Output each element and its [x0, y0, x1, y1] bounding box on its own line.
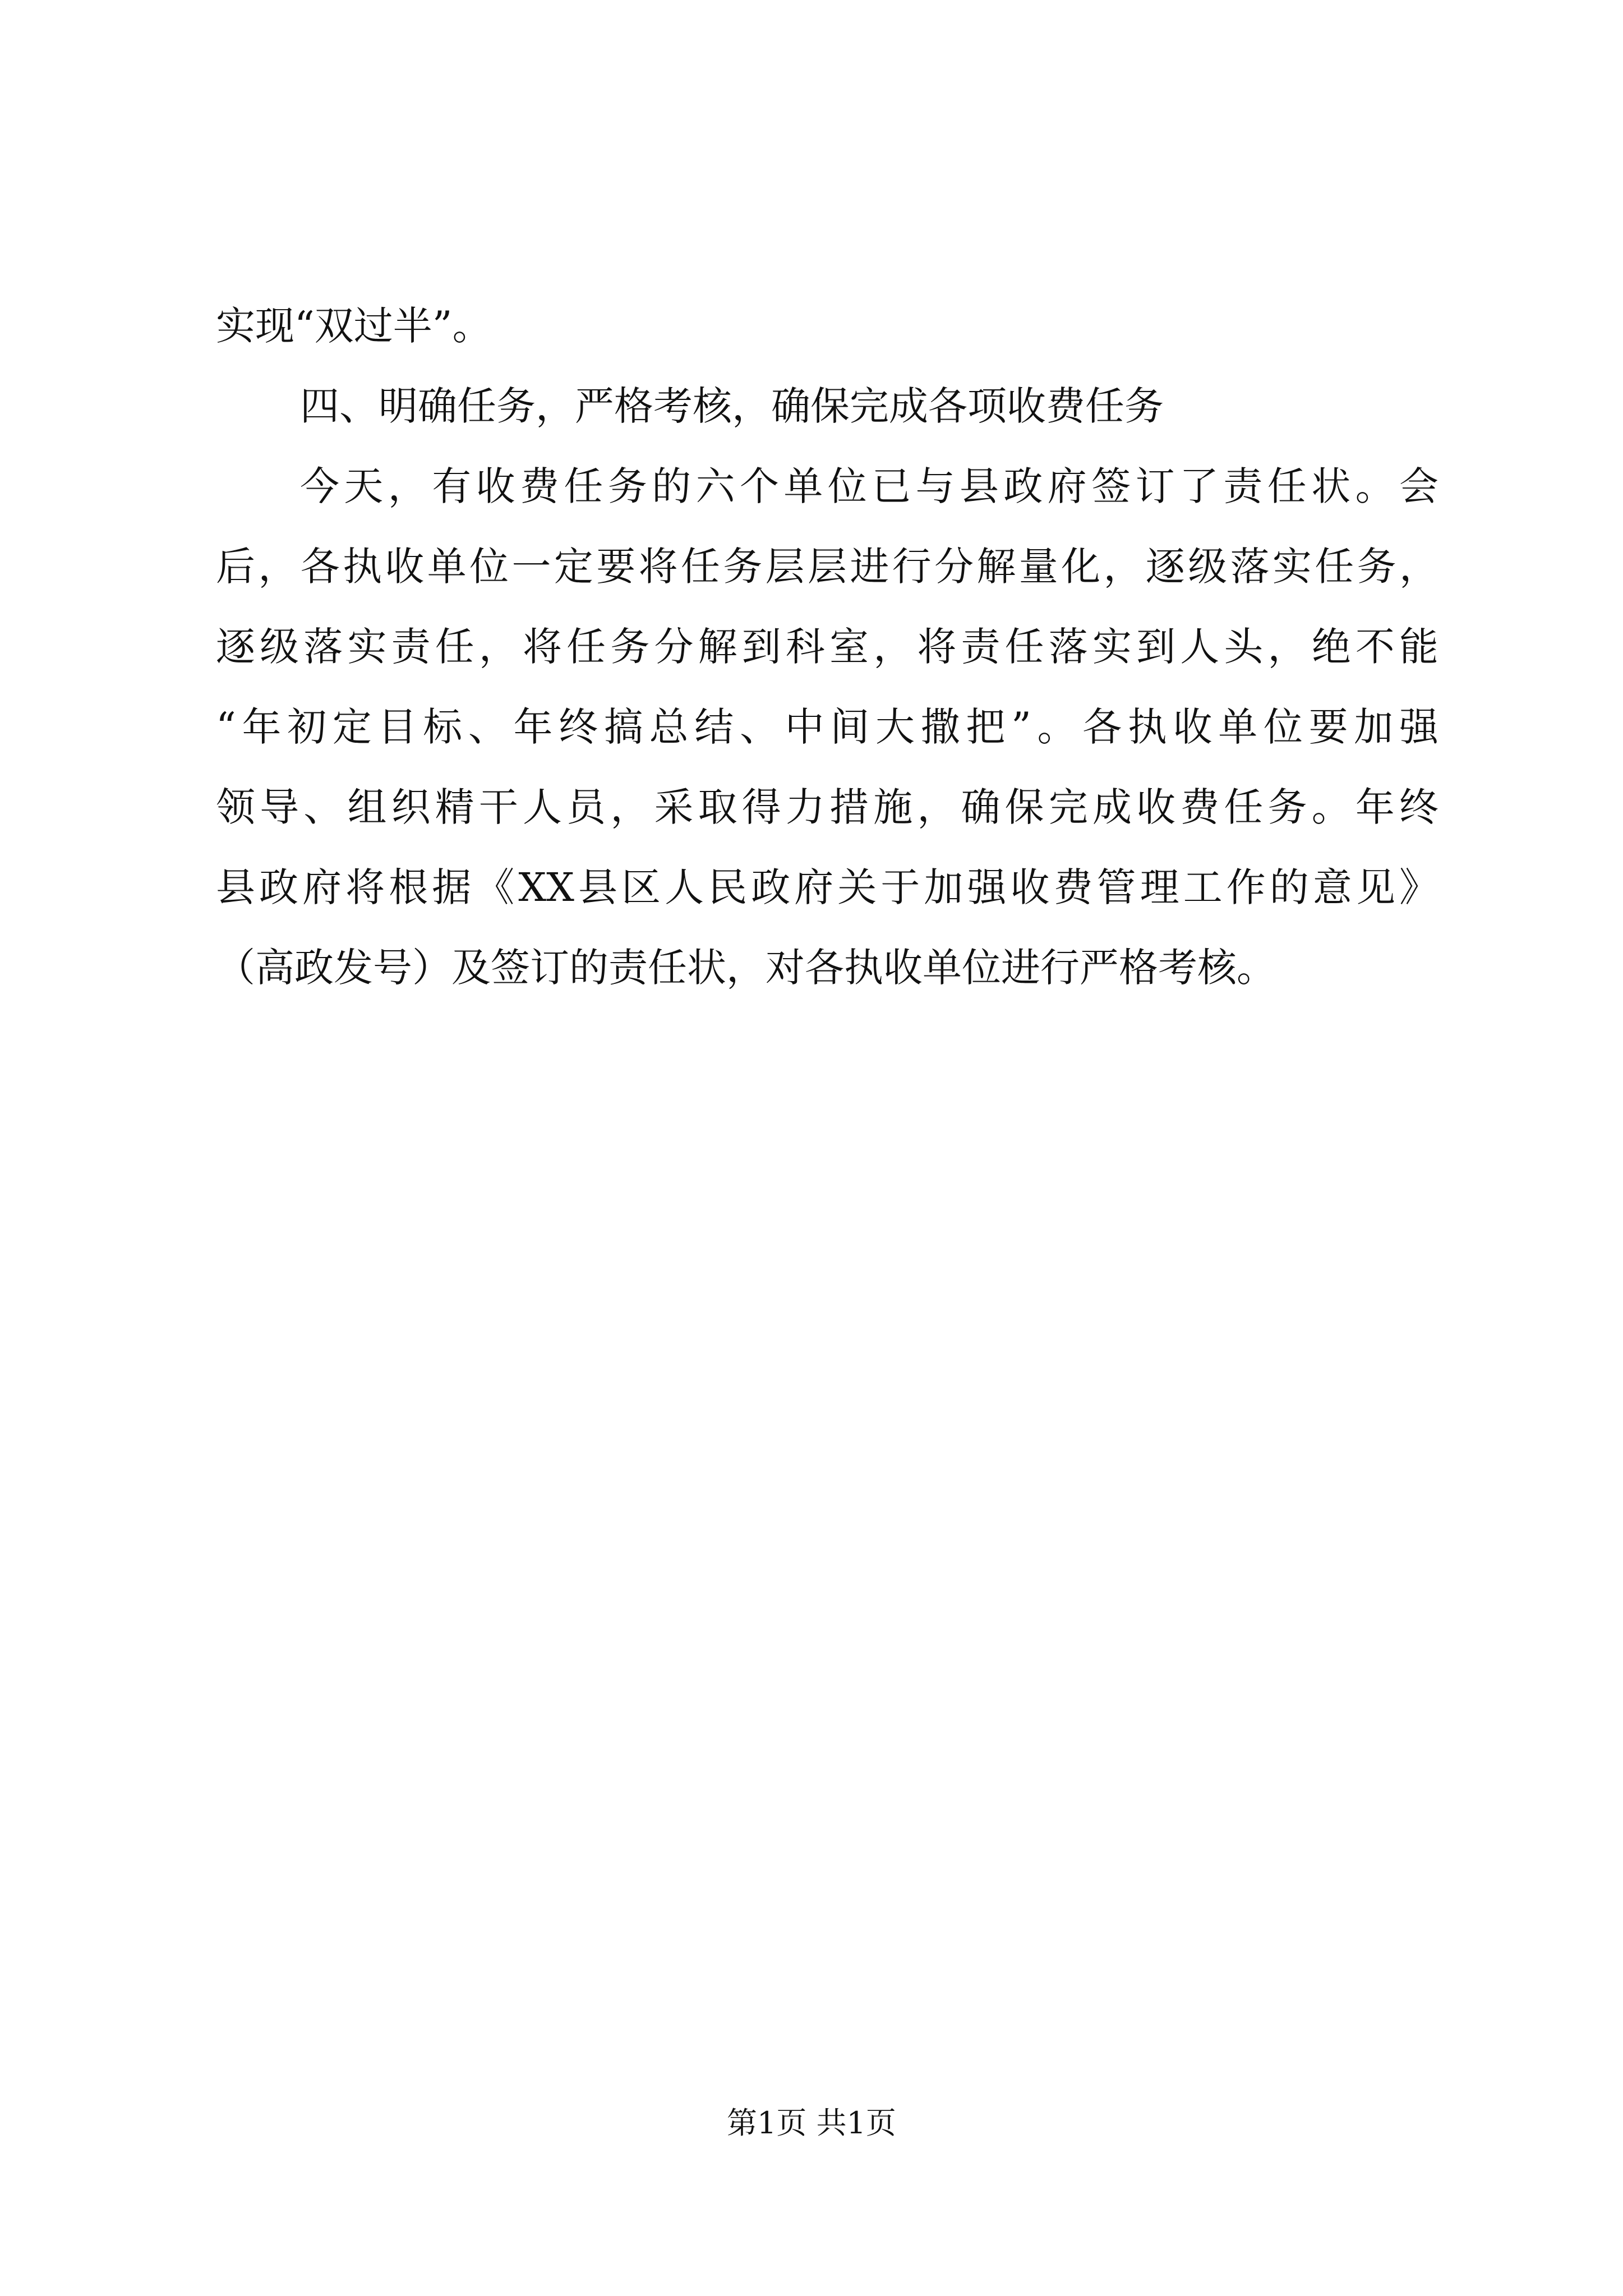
paragraph-line-3: 今天，有收费任务的六个单位已与县政府签订了责任状。会 [300, 463, 1438, 509]
paragraph-line-6: “年初定目标、年终搞总结、中间大撒把”。各执收单位要加强 [216, 704, 1438, 750]
paragraph-line-4: 后，各执收单位一定要将任务层层进行分解量化，逐级落实任务， [216, 544, 1438, 590]
paragraph-line-9: （高政发号）及签订的责任状，对各执收单位进行严格考核。 [216, 945, 1276, 991]
document-body [216, 286, 1438, 1008]
paragraph-line-8: 县政府将根据《XX县区人民政府关于加强收费管理工作的意见》 [216, 864, 1438, 910]
page-footer: 第1页 共1页 [727, 2105, 896, 2141]
paragraph-line-1: 实现“双过半”。 [216, 303, 492, 349]
paragraph-line-5: 逐级落实责任，将任务分解到科室，将责任落实到人头，绝不能 [216, 624, 1438, 670]
section-heading: 四、明确任务，严格考核，确保完成各项收费任务 [300, 383, 1164, 429]
paragraph-line-7: 领导、组织精干人员，采取得力措施，确保完成收费任务。年终 [216, 784, 1438, 830]
